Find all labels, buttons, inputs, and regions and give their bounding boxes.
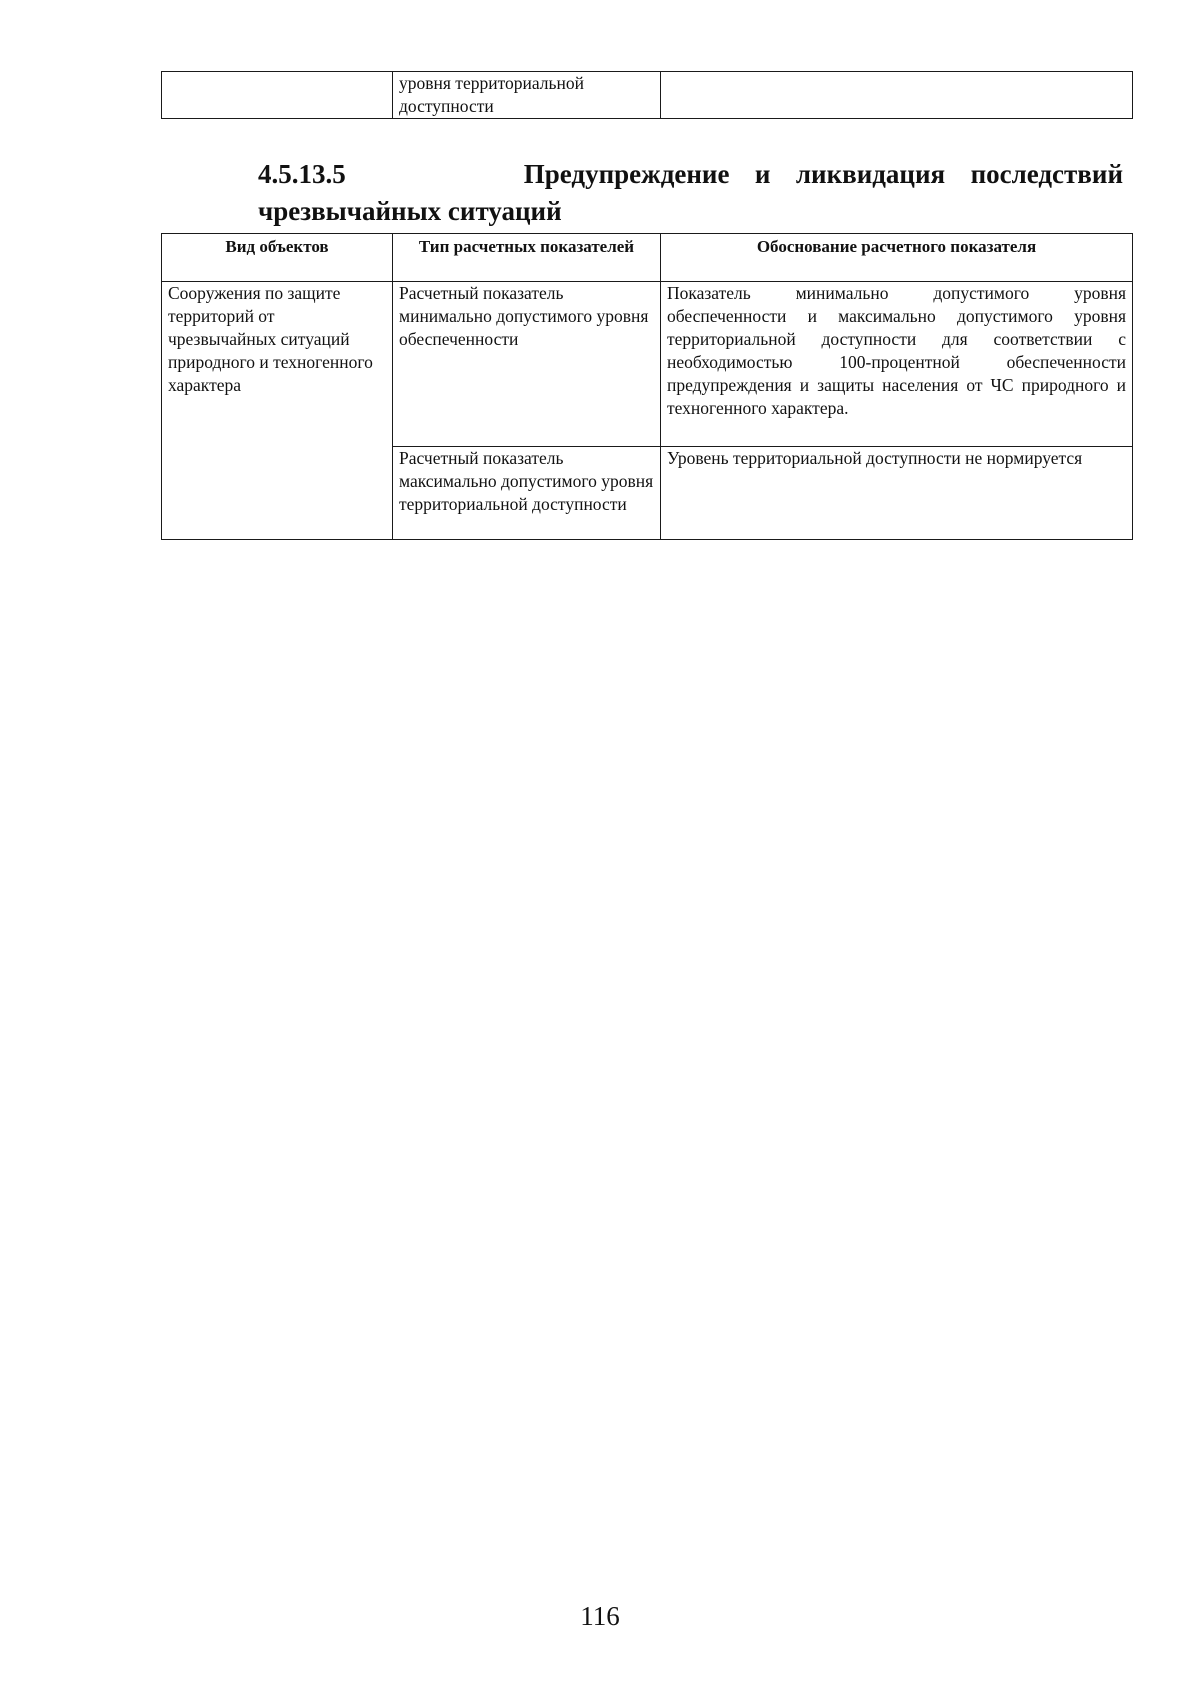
table-cell xyxy=(162,72,393,119)
table-cell: уровня территориальной доступности xyxy=(393,72,661,119)
section-title: Предупреждение и ликвидация последствий чрезвычайных ситуаций xyxy=(258,159,1124,226)
object-type-cell: Сооружения по защите территорий от чрезвычайных ситуаций природного и техногенного характера xyxy=(162,282,393,540)
justification-cell: Уровень территориальной доступности не нормируется xyxy=(661,447,1133,540)
page-number: 116 xyxy=(580,1601,620,1631)
indicators-table xyxy=(161,233,1133,540)
section-number: 4.5.13.5 xyxy=(258,159,346,189)
table-row xyxy=(162,72,1133,119)
justification-cell: Показатель минимально допустимого уровня обеспеченности и максимально допустимого уровня территориальной доступности для соответствии с необходимостью 100-процентной обеспеченности предупреждения и защиты населения от ЧС природного и техногенного характера. xyxy=(661,282,1133,447)
table-cell xyxy=(661,72,1133,119)
column-header-justification: Обоснование расчетного показателя xyxy=(661,234,1133,282)
continued-table xyxy=(161,71,1133,119)
indicator-cell: Расчетный показатель максимально допустимого уровня территориальной доступности xyxy=(393,447,661,540)
column-header-indicator-type: Тип расчетных показателей xyxy=(393,234,661,282)
column-header-object-type: Вид объектов xyxy=(162,234,393,282)
table-row xyxy=(162,282,1133,447)
table-header-row xyxy=(162,234,1133,282)
section-heading xyxy=(258,156,1123,230)
indicator-cell: Расчетный показатель минимально допустимого уровня обеспеченности xyxy=(393,282,661,447)
